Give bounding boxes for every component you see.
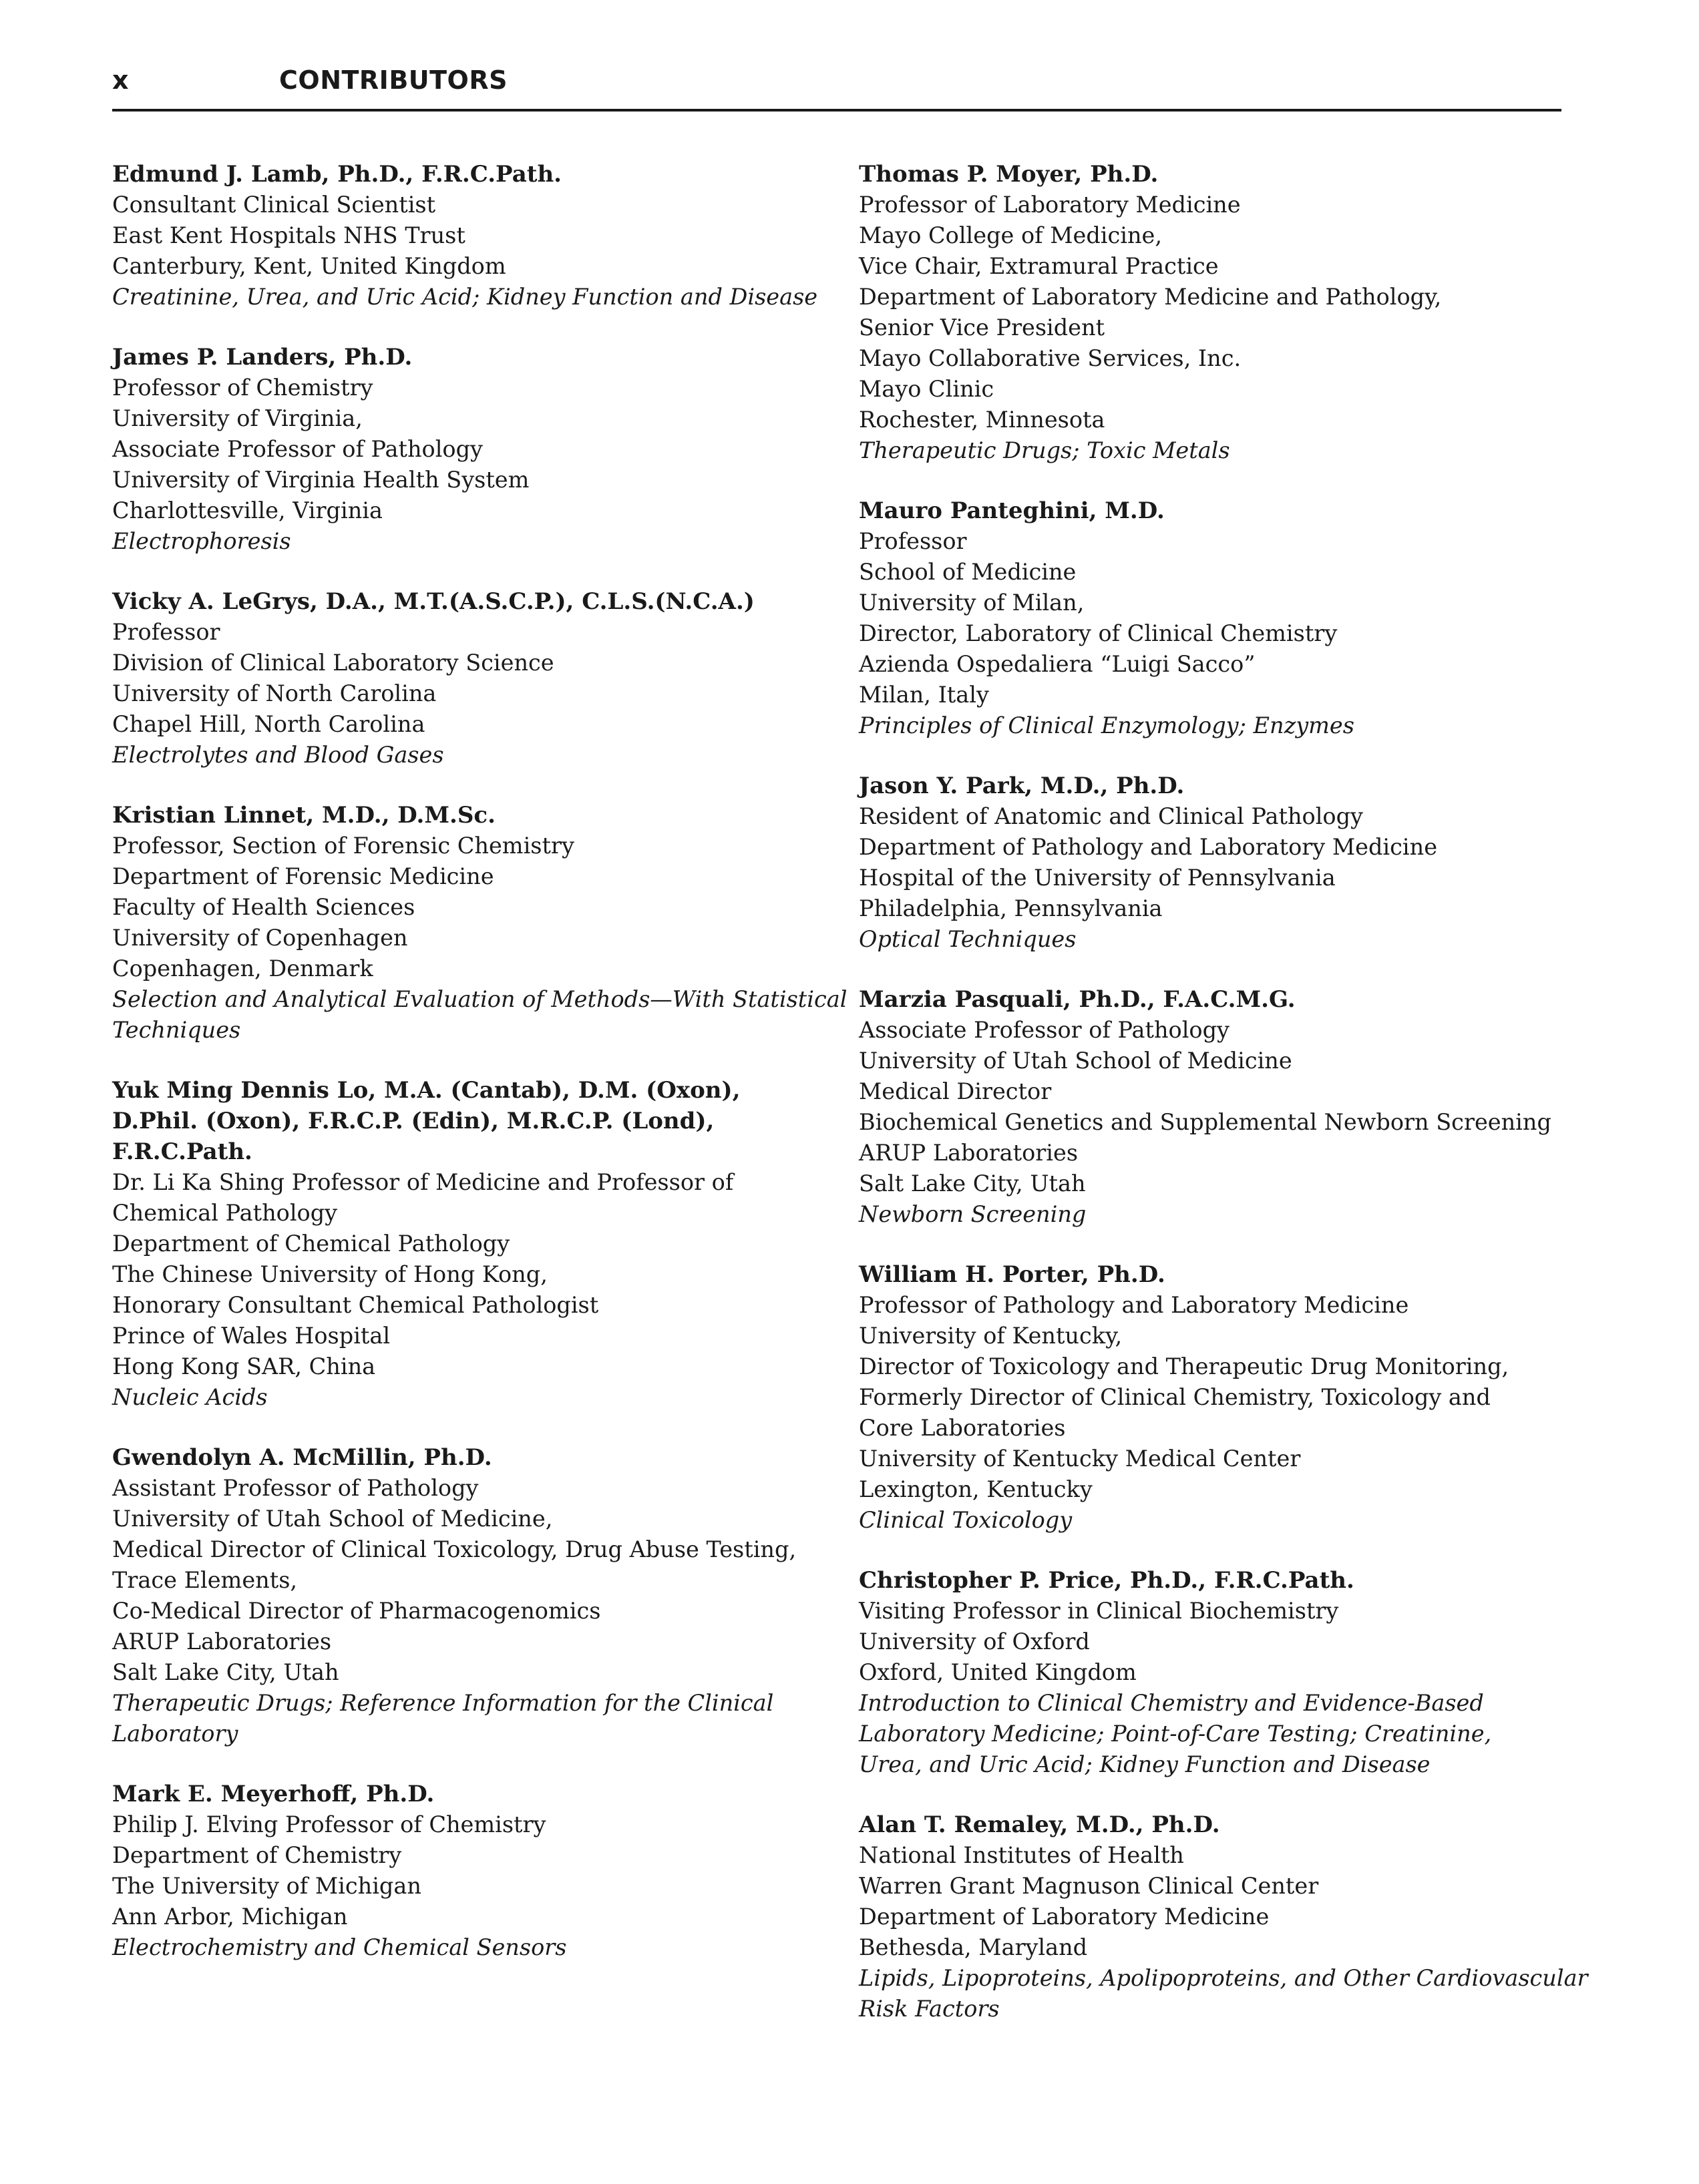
contributor-chapter-line: Creatinine, Urea, and Uric Acid; Kidney Function and Disease — [112, 284, 818, 310]
contributor-chapter-line: Electrophoresis — [112, 528, 291, 554]
contributor-entry — [859, 1565, 1587, 1780]
contributor-chapter-line: Laboratory Medicine; Point-of-Care Testing; Creatinine, — [859, 1721, 1492, 1747]
contributor-name: Edmund J. Lamb, Ph.D., F.R.C.Path. — [112, 161, 562, 188]
contributor-chapter-line: Principles of Clinical Enzymology; Enzymes — [859, 712, 1354, 738]
contributor-affiliation-line: Chapel Hill, North Carolina — [112, 711, 425, 737]
contributor-entry — [859, 495, 1587, 741]
contributor-chapter-line: Techniques — [112, 1017, 241, 1043]
contributor-name: Mauro Panteghini, M.D. — [859, 497, 1165, 524]
contributor-affiliation-line: University of North Carolina — [112, 680, 437, 706]
contributor-affiliation-line: Honorary Consultant Chemical Pathologist — [112, 1292, 599, 1318]
contributor-affiliation-line: University of Kentucky Medical Center — [859, 1446, 1301, 1472]
contributor-name: James P. Landers, Ph.D. — [112, 344, 413, 371]
left-column — [112, 159, 874, 1992]
contributor-affiliation-line: Prince of Wales Hospital — [112, 1323, 391, 1349]
contributor-affiliation-line: Azienda Ospedaliera “Luigi Sacco” — [859, 651, 1256, 677]
contributor-affiliation-line: Ann Arbor, Michigan — [112, 1904, 348, 1930]
contributor-name: Alan T. Remaley, M.D., Ph.D. — [859, 1811, 1220, 1838]
contributor-affiliation-line: Rochester, Minnesota — [859, 407, 1105, 433]
contributor-entry — [112, 800, 874, 1046]
contributor-affiliation-line: Division of Clinical Laboratory Science — [112, 650, 554, 676]
contributor-affiliation-line: Department of Laboratory Medicine and Pathology, — [859, 284, 1442, 310]
contributor-entry — [112, 1075, 874, 1413]
contributor-affiliation-line: Mayo College of Medicine, — [859, 222, 1163, 248]
contributor-affiliation-line: National Institutes of Health — [859, 1842, 1184, 1868]
contributor-name: Marzia Pasquali, Ph.D., F.A.C.M.G. — [859, 986, 1296, 1013]
contributor-affiliation-line: Philip J. Elving Professor of Chemistry — [112, 1811, 546, 1837]
contributor-chapter-line: Selection and Analytical Evaluation of Methods—With Statistical — [112, 986, 847, 1012]
contributor-chapter-line: Laboratory — [112, 1721, 238, 1747]
contributor-affiliation-line: School of Medicine — [859, 559, 1077, 585]
contributor-entry — [859, 771, 1587, 955]
contributor-affiliation-line: Dr. Li Ka Shing Professor of Medicine and Professor of — [112, 1169, 734, 1195]
contributor-chapter-line: Therapeutic Drugs; Toxic Metals — [859, 437, 1230, 463]
contributor-name: Thomas P. Moyer, Ph.D. — [859, 161, 1159, 188]
contributor-affiliation-line: ARUP Laboratories — [859, 1140, 1079, 1166]
contributor-affiliation-line: University of Utah School of Medicine — [859, 1048, 1292, 1074]
contributor-affiliation-line: Professor — [112, 619, 220, 645]
contributor-affiliation-line: Department of Laboratory Medicine — [859, 1904, 1270, 1930]
contributor-affiliation-line: Core Laboratories — [859, 1415, 1066, 1441]
contributor-affiliation-line: Associate Professor of Pathology — [859, 1017, 1230, 1043]
contributor-affiliation-line: Department of Forensic Medicine — [112, 863, 494, 889]
contributor-affiliation-line: Hospital of the University of Pennsylvania — [859, 865, 1336, 891]
contributor-affiliation-line: Bethesda, Maryland — [859, 1934, 1088, 1960]
contributor-name: William H. Porter, Ph.D. — [859, 1261, 1165, 1288]
contributor-affiliation-line: Mayo Collaborative Services, Inc. — [859, 345, 1242, 371]
contributor-name: Jason Y. Park, M.D., Ph.D. — [859, 773, 1185, 799]
contributor-name: Yuk Ming Dennis Lo, M.A. (Cantab), D.M. (Oxon), — [112, 1077, 741, 1104]
contributor-name: D.Phil. (Oxon), F.R.C.P. (Edin), M.R.C.P. (Lond), — [112, 1108, 715, 1134]
contributor-chapter-line: Optical Techniques — [859, 926, 1077, 952]
contributor-chapter-line: Risk Factors — [859, 1996, 1000, 2022]
contributor-affiliation-line: Professor — [859, 528, 967, 554]
contributor-affiliation-line: Department of Chemical Pathology — [112, 1231, 510, 1257]
contributor-affiliation-line: Formerly Director of Clinical Chemistry, Toxicology and — [859, 1384, 1491, 1410]
contributor-chapter-line: Introduction to Clinical Chemistry and Evidence-Based — [859, 1690, 1484, 1716]
contributor-chapter-line: Lipids, Lipoproteins, Apolipoproteins, and Other Cardiovascular — [859, 1965, 1588, 1991]
contributor-entry — [112, 342, 874, 557]
contributor-entry — [112, 1779, 874, 1963]
contributor-chapter-line: Newborn Screening — [859, 1201, 1087, 1227]
contributor-name: Kristian Linnet, M.D., D.M.Sc. — [112, 802, 496, 829]
contributor-affiliation-line: East Kent Hospitals NHS Trust — [112, 222, 465, 248]
header-rule — [112, 109, 1561, 112]
contributor-name: Vicky A. LeGrys, D.A., M.T.(A.S.C.P.), C.L.S.(N.C.A.) — [112, 588, 755, 615]
contributor-affiliation-line: Hong Kong SAR, China — [112, 1353, 376, 1379]
contributor-affiliation-line: Visiting Professor in Clinical Biochemistry — [859, 1598, 1339, 1624]
right-column — [859, 159, 1587, 2054]
contributor-affiliation-line: The University of Michigan — [112, 1873, 421, 1899]
contributor-affiliation-line: Vice Chair, Extramural Practice — [859, 253, 1219, 279]
contributor-affiliation-line: ARUP Laboratories — [112, 1628, 332, 1655]
contributor-chapter-line: Clinical Toxicology — [859, 1507, 1073, 1533]
contributor-affiliation-line: Salt Lake City, Utah — [859, 1170, 1086, 1196]
contributor-affiliation-line: Professor of Laboratory Medicine — [859, 192, 1241, 218]
contributor-affiliation-line: University of Utah School of Medicine, — [112, 1506, 553, 1532]
contributor-name: F.R.C.Path. — [112, 1138, 252, 1165]
contributor-affiliation-line: Faculty of Health Sciences — [112, 894, 415, 920]
contributor-chapter-line: Urea, and Uric Acid; Kidney Function and Disease — [859, 1751, 1431, 1777]
contributor-name: Christopher P. Price, Ph.D., F.R.C.Path. — [859, 1567, 1354, 1594]
contributor-affiliation-line: Chemical Pathology — [112, 1200, 338, 1226]
page-number: x — [112, 65, 129, 95]
contributor-affiliation-line: Philadelphia, Pennsylvania — [859, 895, 1163, 921]
contributor-entry — [112, 586, 874, 771]
contributor-affiliation-line: University of Copenhagen — [112, 925, 408, 951]
contributor-entry — [112, 1442, 874, 1749]
contributor-name: Mark E. Meyerhoff, Ph.D. — [112, 1781, 435, 1807]
contributor-affiliation-line: Director, Laboratory of Clinical Chemistry — [859, 620, 1338, 646]
contributor-chapter-line: Electrochemistry and Chemical Sensors — [112, 1934, 567, 1960]
contributor-affiliation-line: Warren Grant Magnuson Clinical Center — [859, 1873, 1319, 1899]
contributor-entry — [859, 984, 1587, 1230]
contributor-affiliation-line: Oxford, United Kingdom — [859, 1659, 1137, 1685]
contributor-affiliation-line: Department of Pathology and Laboratory Medicine — [859, 834, 1438, 860]
contributor-affiliation-line: University of Virginia, — [112, 405, 363, 431]
contributor-affiliation-line: Co-Medical Director of Pharmacogenomics — [112, 1598, 601, 1624]
contributor-affiliation-line: Charlottesville, Virginia — [112, 497, 383, 523]
contributor-affiliation-line: Biochemical Genetics and Supplemental Newborn Screening — [859, 1109, 1551, 1135]
contributor-entry — [859, 1259, 1587, 1536]
contributor-affiliation-line: Associate Professor of Pathology — [112, 436, 483, 462]
contributor-affiliation-line: Director of Toxicology and Therapeutic Drug Monitoring, — [859, 1353, 1509, 1379]
contributor-chapter-line: Electrolytes and Blood Gases — [112, 742, 444, 768]
contributor-affiliation-line: Medical Director — [859, 1078, 1052, 1104]
contributor-affiliation-line: Mayo Clinic — [859, 376, 994, 402]
contributor-affiliation-line: Consultant Clinical Scientist — [112, 192, 436, 218]
contributor-entry — [112, 159, 874, 312]
contributor-affiliation-line: Trace Elements, — [112, 1567, 298, 1593]
contributor-affiliation-line: Professor, Section of Forensic Chemistry — [112, 833, 574, 859]
contributor-chapter-line: Therapeutic Drugs; Reference Information for the Clinical — [112, 1690, 774, 1716]
contributor-affiliation-line: Professor of Pathology and Laboratory Medicine — [859, 1292, 1409, 1318]
contributor-name: Gwendolyn A. McMillin, Ph.D. — [112, 1444, 492, 1471]
contributor-affiliation-line: University of Oxford — [859, 1628, 1090, 1655]
contributor-affiliation-line: Senior Vice President — [859, 314, 1105, 341]
contributor-affiliation-line: University of Virginia Health System — [112, 467, 530, 493]
contributor-affiliation-line: University of Kentucky, — [859, 1323, 1123, 1349]
contributor-affiliation-line: Department of Chemistry — [112, 1842, 402, 1868]
contributor-affiliation-line: Salt Lake City, Utah — [112, 1659, 339, 1685]
contributor-chapter-line: Nucleic Acids — [112, 1384, 268, 1410]
contributor-affiliation-line: Medical Director of Clinical Toxicology, Drug Abuse Testing, — [112, 1536, 797, 1562]
contributor-entry — [859, 1809, 1587, 2024]
contributor-affiliation-line: Professor of Chemistry — [112, 375, 373, 401]
contributor-affiliation-line: Canterbury, Kent, United Kingdom — [112, 253, 506, 279]
page-header — [112, 61, 1561, 115]
contributor-affiliation-line: University of Milan, — [859, 590, 1085, 616]
contributor-affiliation-line: Milan, Italy — [859, 682, 989, 708]
contributor-affiliation-line: The Chinese University of Hong Kong, — [112, 1261, 548, 1287]
contributor-affiliation-line: Assistant Professor of Pathology — [112, 1475, 479, 1501]
contributor-affiliation-line: Copenhagen, Denmark — [112, 955, 373, 981]
contributor-affiliation-line: Resident of Anatomic and Clinical Pathology — [859, 803, 1363, 829]
section-title: CONTRIBUTORS — [279, 65, 508, 95]
contributor-entry — [859, 159, 1587, 466]
contributor-affiliation-line: Lexington, Kentucky — [859, 1476, 1093, 1502]
